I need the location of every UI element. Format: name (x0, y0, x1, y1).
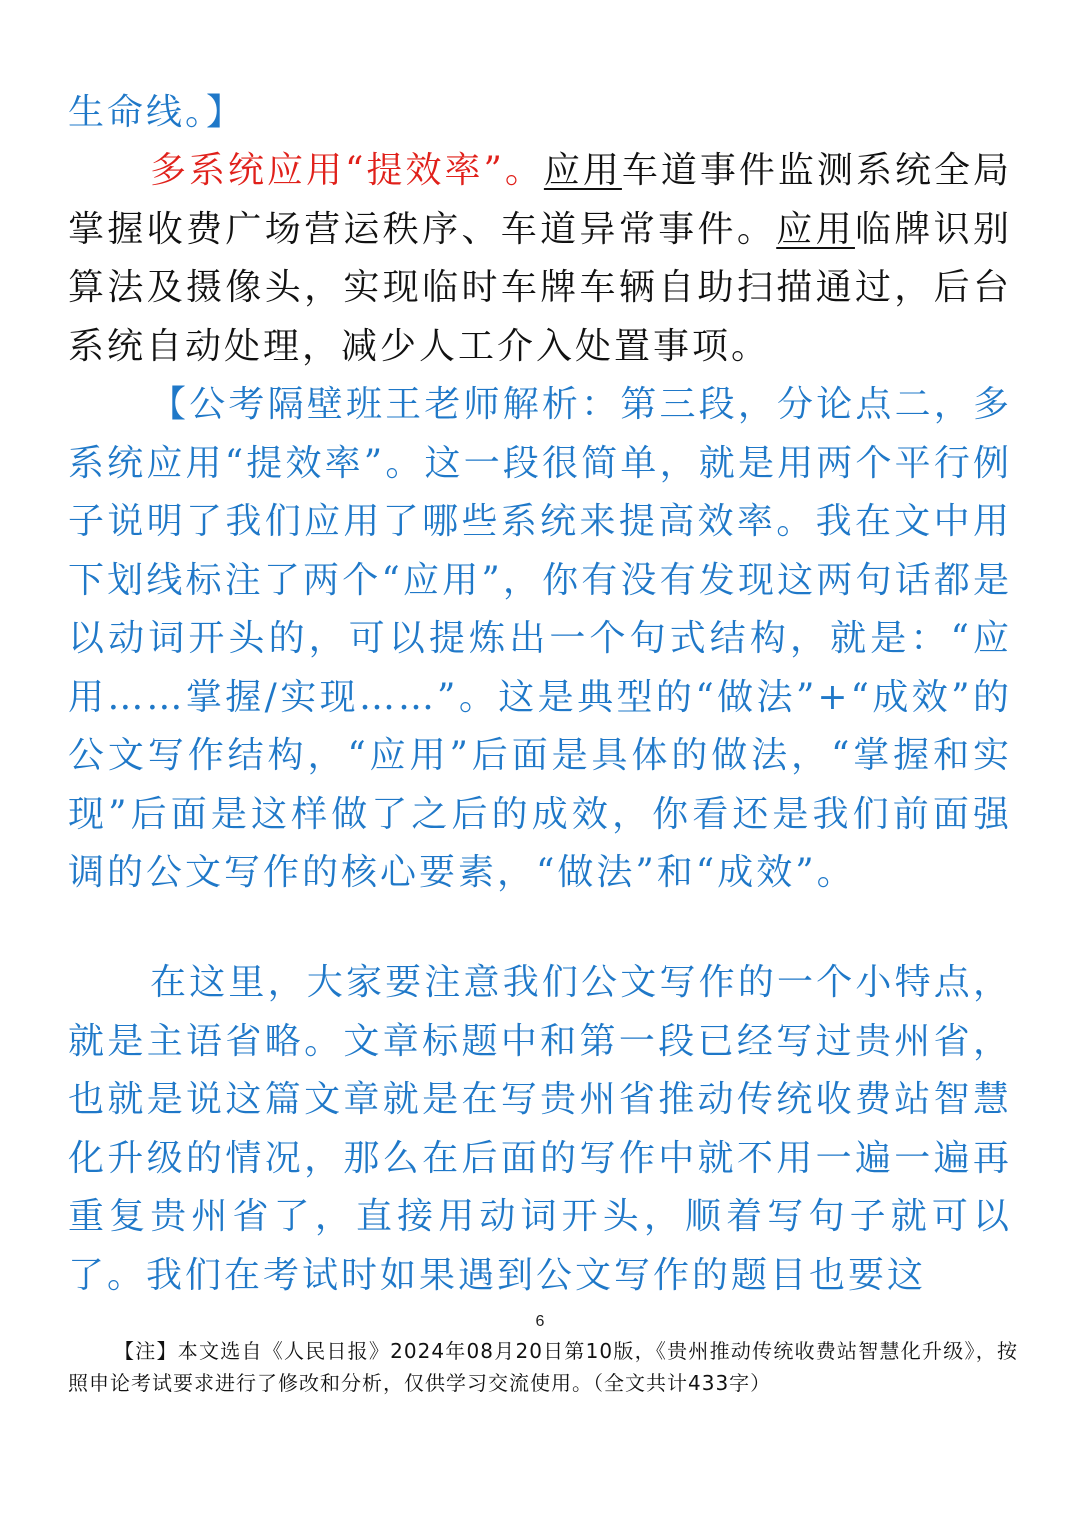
body-text: 车道事件监测系统全局掌握收费广场营运秩序、车道异常事件。 (68, 150, 1012, 250)
paragraph-analysis (68, 376, 1012, 903)
body-text: 临牌识别算法及摄像头，实现临时车牌车辆自助扫描通过，后台系统自动处理，减少人工介入处置事项。 (68, 208, 1012, 367)
underlined-keyword: 应用 (543, 150, 622, 191)
page-number: 6 (535, 1313, 545, 1330)
paragraph-continuation (68, 84, 1012, 143)
section-heading: 多系统应用“提效率”。 (150, 150, 544, 191)
footnote (68, 1335, 1018, 1399)
analysis-text: 【公考隔壁班王老师解析：第三段，分论点二，多系统应用“提效率”。这一段很简单，就是用两个平行例子说明了我们应用了哪些系统来提高效率。我在文中用下划线标注了两个“应用”，你有没有发现这两句话都是以动词开头的，可以提炼出一个句式结构，就是：“应用……掌握/实现……”。这是典型的“做法”+“成效”的公文写作结构，“应用”后面是具体的做法，“掌握和实现”后面是这样做了之后的成效，你看还是我们前面强调的公文写作的核心要素，“做法”和“成效”。 (68, 384, 1012, 893)
analysis-text: 在这里，大家要注意我们公文写作的一个小特点，就是主语省略。文章标题中和第一段已经写过贵州省，也就是说这篇文章就是在写贵州省推动传统收费站智慧化升级的情况，那么在后面的写作中就不用一遍一遍再重复贵州省了，直接用动词开头，顺着写句子就可以了。我们在考试时如果遇到公文写作的题目也要这 (68, 962, 1012, 1296)
footnote-text: 【注】本文选自《人民日报》2024年08月20日第10版，《贵州推动传统收费站智慧化升级》，按照申论考试要求进行了修改和分析，仅供学习交流使用。（全文共计433字） (68, 1339, 1018, 1395)
underlined-keyword: 应用 (776, 208, 855, 250)
continuation-text: 生命线。】 (68, 92, 246, 133)
paragraph-subject-omission (68, 954, 1012, 1305)
paragraph-multi-system (68, 142, 1012, 376)
